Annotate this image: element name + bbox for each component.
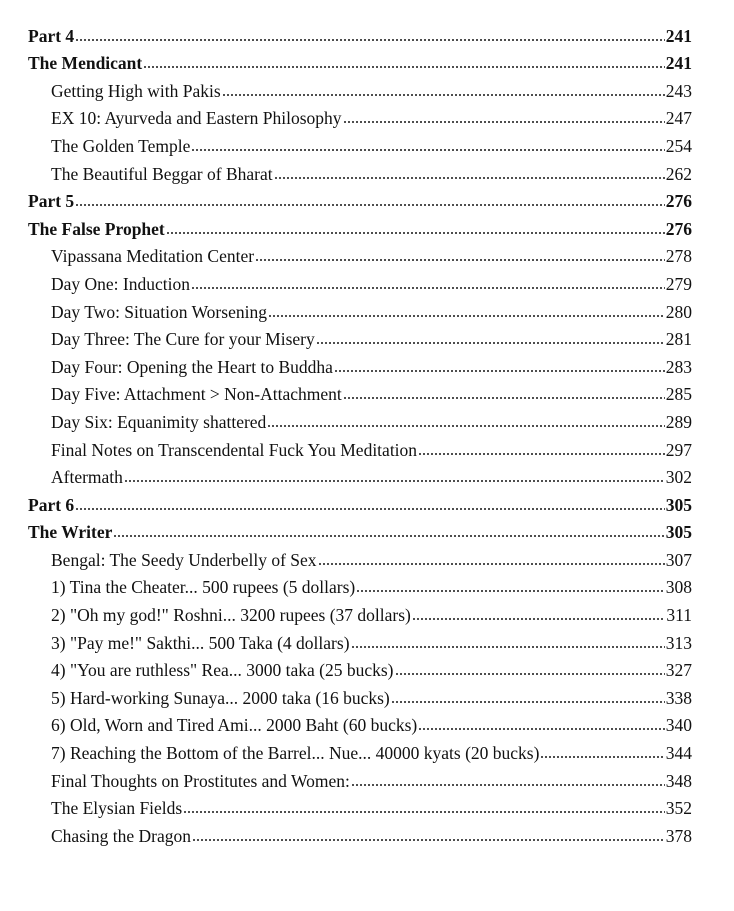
dot-leader bbox=[268, 315, 665, 317]
toc-entry-page-number: 283 bbox=[665, 356, 692, 377]
toc-entry-title: The Writer bbox=[28, 522, 113, 543]
dot-leader bbox=[143, 66, 665, 68]
toc-entry-title: EX 10: Ayurveda and Eastern Philosophy bbox=[51, 108, 342, 129]
table-of-contents bbox=[28, 18, 692, 846]
toc-entry-page-number: 241 bbox=[665, 25, 692, 46]
toc-entry[interactable] bbox=[28, 294, 692, 322]
toc-entry-page-number: 241 bbox=[665, 53, 692, 74]
toc-entry[interactable] bbox=[28, 653, 692, 681]
toc-entry-title: Part 5 bbox=[28, 191, 75, 212]
dot-leader bbox=[540, 756, 664, 758]
toc-entry-title: Getting High with Pakis bbox=[51, 80, 221, 101]
toc-entry[interactable] bbox=[28, 349, 692, 377]
toc-heading[interactable] bbox=[28, 211, 692, 239]
toc-entry[interactable] bbox=[28, 542, 692, 570]
dot-leader bbox=[412, 618, 666, 620]
toc-entry[interactable] bbox=[28, 128, 692, 156]
dot-leader bbox=[418, 453, 665, 455]
dot-leader bbox=[343, 397, 665, 399]
toc-entry-title: The Elysian Fields bbox=[51, 798, 183, 819]
toc-entry-page-number: 254 bbox=[665, 135, 692, 156]
toc-heading[interactable] bbox=[28, 18, 692, 46]
toc-entry-page-number: 243 bbox=[665, 80, 692, 101]
toc-entry-page-number: 352 bbox=[665, 798, 692, 819]
toc-entry[interactable] bbox=[28, 818, 692, 846]
toc-entry-title: Final Thoughts on Prostitutes and Women: bbox=[51, 770, 350, 791]
dot-leader bbox=[343, 121, 665, 123]
toc-entry-title: Day Three: The Cure for your Misery bbox=[51, 329, 315, 350]
toc-heading[interactable] bbox=[28, 46, 692, 74]
dot-leader bbox=[192, 839, 665, 841]
toc-entry-title: Part 6 bbox=[28, 494, 75, 515]
toc-entry-page-number: 307 bbox=[665, 549, 692, 570]
toc-heading[interactable] bbox=[28, 487, 692, 515]
toc-entry[interactable] bbox=[28, 570, 692, 598]
toc-entry-page-number: 311 bbox=[666, 605, 692, 626]
toc-heading[interactable] bbox=[28, 184, 692, 212]
toc-entry[interactable] bbox=[28, 763, 692, 791]
toc-entry-title: Day Six: Equanimity shattered bbox=[51, 411, 267, 432]
toc-entry[interactable] bbox=[28, 73, 692, 101]
toc-entry-page-number: 278 bbox=[665, 246, 692, 267]
dot-leader bbox=[124, 480, 665, 482]
toc-entry-title: Day Four: Opening the Heart to Buddha bbox=[51, 356, 333, 377]
toc-entry[interactable] bbox=[28, 432, 692, 460]
toc-entry-page-number: 276 bbox=[665, 191, 692, 212]
toc-entry[interactable] bbox=[28, 239, 692, 267]
toc-entry-page-number: 348 bbox=[665, 770, 692, 791]
toc-entry-page-number: 313 bbox=[665, 632, 692, 653]
dot-leader bbox=[267, 425, 664, 427]
toc-entry-page-number: 276 bbox=[665, 218, 692, 239]
toc-entry-page-number: 338 bbox=[665, 687, 692, 708]
dot-leader bbox=[418, 728, 665, 730]
toc-entry-page-number: 281 bbox=[665, 329, 692, 350]
dot-leader bbox=[222, 94, 665, 96]
toc-entry[interactable] bbox=[28, 460, 692, 488]
dot-leader bbox=[183, 811, 665, 813]
dot-leader bbox=[391, 701, 665, 703]
toc-entry-page-number: 308 bbox=[665, 577, 692, 598]
dot-leader bbox=[166, 232, 665, 234]
toc-entry[interactable] bbox=[28, 735, 692, 763]
toc-entry-title: Day Five: Attachment > Non-Attachment bbox=[51, 384, 342, 405]
dot-leader bbox=[356, 590, 664, 592]
toc-entry-title: The Beautiful Beggar of Bharat bbox=[51, 163, 273, 184]
toc-entry-page-number: 280 bbox=[665, 301, 692, 322]
toc-entry-page-number: 302 bbox=[665, 467, 692, 488]
toc-entry-title: The False Prophet bbox=[28, 218, 165, 239]
dot-leader bbox=[395, 673, 665, 675]
dot-leader bbox=[255, 259, 665, 261]
toc-entry-page-number: 305 bbox=[665, 522, 692, 543]
toc-entry-title: 3) "Pay me!" Sakthi... 500 Taka (4 dollars) bbox=[51, 632, 350, 653]
toc-entry-page-number: 378 bbox=[665, 825, 692, 846]
toc-entry[interactable] bbox=[28, 377, 692, 405]
toc-entry[interactable] bbox=[28, 266, 692, 294]
toc-entry[interactable] bbox=[28, 404, 692, 432]
toc-entry-title: 1) Tina the Cheater... 500 rupees (5 dollars) bbox=[51, 577, 356, 598]
toc-entry-title: 2) "Oh my god!" Roshni... 3200 rupees (37 dollars) bbox=[51, 605, 411, 626]
dot-leader bbox=[274, 177, 665, 179]
toc-entry[interactable] bbox=[28, 625, 692, 653]
toc-entry[interactable] bbox=[28, 791, 692, 819]
toc-entry-page-number: 344 bbox=[665, 743, 692, 764]
dot-leader bbox=[318, 563, 665, 565]
dot-leader bbox=[351, 784, 665, 786]
toc-entry-page-number: 289 bbox=[665, 411, 692, 432]
toc-entry-title: 4) "You are ruthless" Rea... 3000 taka (25 bucks) bbox=[51, 660, 394, 681]
toc-entry-page-number: 327 bbox=[665, 660, 692, 681]
toc-entry[interactable] bbox=[28, 322, 692, 350]
dot-leader bbox=[75, 508, 665, 510]
toc-entry-title: 5) Hard-working Sunaya... 2000 taka (16 bucks) bbox=[51, 687, 390, 708]
toc-entry-title: Chasing the Dragon bbox=[51, 825, 191, 846]
dot-leader bbox=[75, 39, 665, 41]
toc-entry[interactable] bbox=[28, 597, 692, 625]
toc-entry[interactable] bbox=[28, 708, 692, 736]
toc-entry-title: Aftermath bbox=[51, 467, 123, 488]
toc-entry-title: Final Notes on Transcendental Fuck You Meditation bbox=[51, 439, 418, 460]
toc-entry-title: Bengal: The Seedy Underbelly of Sex bbox=[51, 549, 317, 570]
toc-entry[interactable] bbox=[28, 680, 692, 708]
toc-entry-page-number: 297 bbox=[665, 439, 692, 460]
toc-entry-title: Day One: Induction bbox=[51, 273, 190, 294]
toc-entry-title: Part 4 bbox=[28, 25, 75, 46]
toc-entry-page-number: 262 bbox=[665, 163, 692, 184]
toc-entry-page-number: 305 bbox=[665, 494, 692, 515]
toc-entry-title: Day Two: Situation Worsening bbox=[51, 301, 267, 322]
dot-leader bbox=[334, 370, 665, 372]
toc-entry-page-number: 279 bbox=[665, 273, 692, 294]
dot-leader bbox=[113, 535, 664, 537]
toc-entry-title: 7) Reaching the Bottom of the Barrel... Nue... 40000 kyats (20 bucks) bbox=[51, 743, 540, 764]
dot-leader bbox=[75, 204, 665, 206]
toc-entry-page-number: 340 bbox=[665, 715, 692, 736]
dot-leader bbox=[351, 646, 665, 648]
toc-entry-title: The Golden Temple bbox=[51, 135, 191, 156]
toc-entry-title: Vipassana Meditation Center bbox=[51, 246, 255, 267]
toc-entry-title: 6) Old, Worn and Tired Ami... 2000 Baht (60 bucks) bbox=[51, 715, 418, 736]
toc-entry-title: The Mendicant bbox=[28, 53, 143, 74]
toc-heading[interactable] bbox=[28, 515, 692, 543]
dot-leader bbox=[191, 287, 665, 289]
toc-entry-page-number: 247 bbox=[665, 108, 692, 129]
toc-entry[interactable] bbox=[28, 156, 692, 184]
toc-entry-page-number: 285 bbox=[665, 384, 692, 405]
toc-entry[interactable] bbox=[28, 101, 692, 129]
dot-leader bbox=[191, 149, 664, 151]
dot-leader bbox=[316, 342, 665, 344]
